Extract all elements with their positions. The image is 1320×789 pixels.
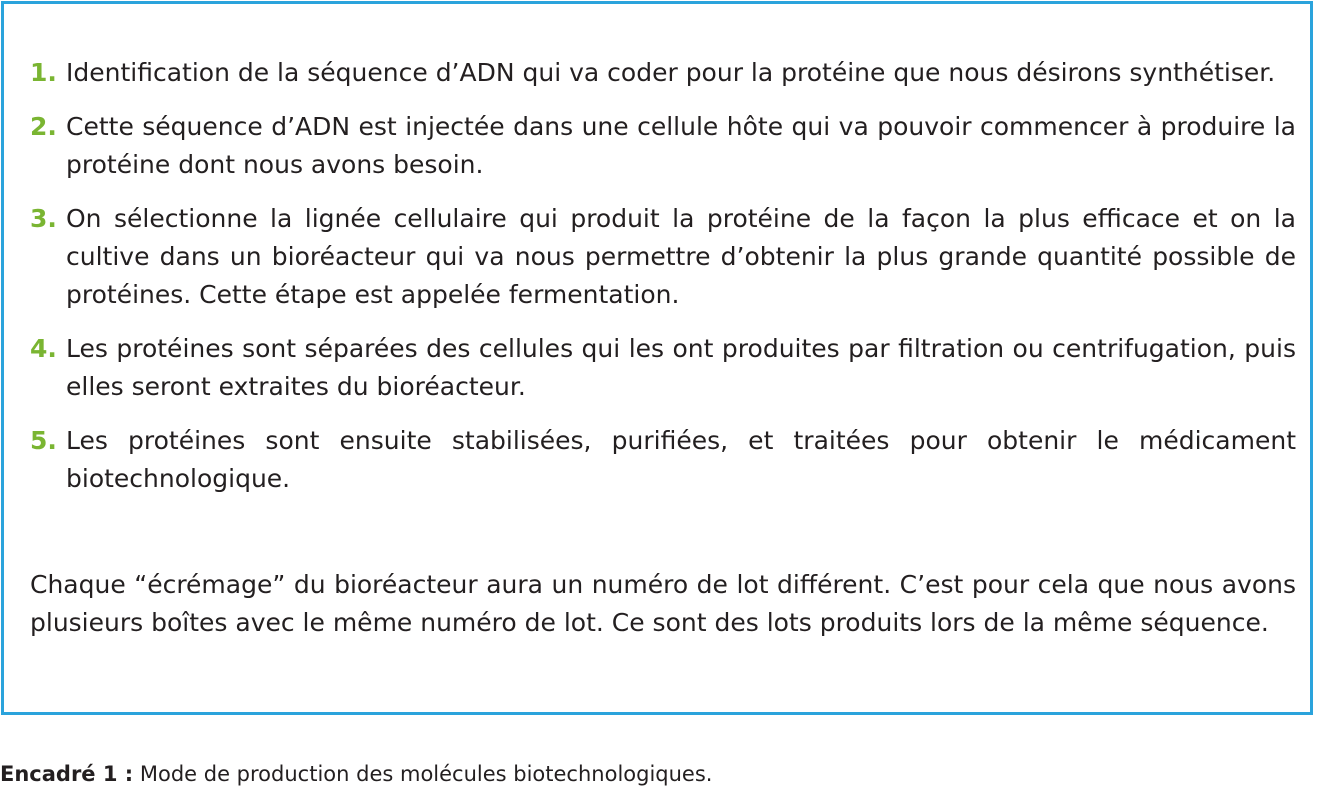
step-text: Les protéines sont ensuite stabilisées, purifiées, et traitées pour obtenir le médicament biotechnologique. (66, 426, 1296, 493)
steps-list (30, 54, 1296, 514)
step-text: Identification de la séquence d’ADN qui va coder pour la protéine que nous désirons synthétiser. (66, 58, 1276, 87)
list-item (30, 200, 1296, 314)
step-text: Cette séquence d’ADN est injectée dans une cellule hôte qui va pouvoir commencer à produire la protéine dont nous avons besoin. (66, 112, 1296, 179)
step-text: On sélectionne la lignée cellulaire qui produit la protéine de la façon la plus efficace et on la cultive dans un bioréacteur qui va nous permettre d’obtenir la plus grande quantité possible de protéines. Cette étape est appelée fermentation. (66, 204, 1296, 309)
list-item (30, 108, 1296, 184)
step-number: 4. (30, 334, 57, 363)
list-item (30, 422, 1296, 498)
caption-label: Encadré 1 : (0, 762, 134, 786)
step-number: 5. (30, 426, 57, 455)
info-box (1, 1, 1313, 715)
caption-text: Mode de production des molécules biotechnologiques. (133, 762, 713, 786)
figure-caption (0, 759, 712, 789)
list-item (30, 54, 1296, 92)
closing-paragraph: Chaque “écrémage” du bioréacteur aura un numéro de lot différent. C’est pour cela que nous avons plusieurs boîtes avec le même numéro de lot. Ce sont des lots produits lors de la même séquence. (30, 570, 1296, 637)
step-text: Les protéines sont séparées des cellules qui les ont produites par filtration ou centrifugation, puis elles seront extraites du bioréacteur. (66, 334, 1296, 401)
step-number: 3. (30, 204, 57, 233)
step-number: 2. (30, 112, 57, 141)
list-item (30, 330, 1296, 406)
step-number: 1. (30, 58, 57, 87)
